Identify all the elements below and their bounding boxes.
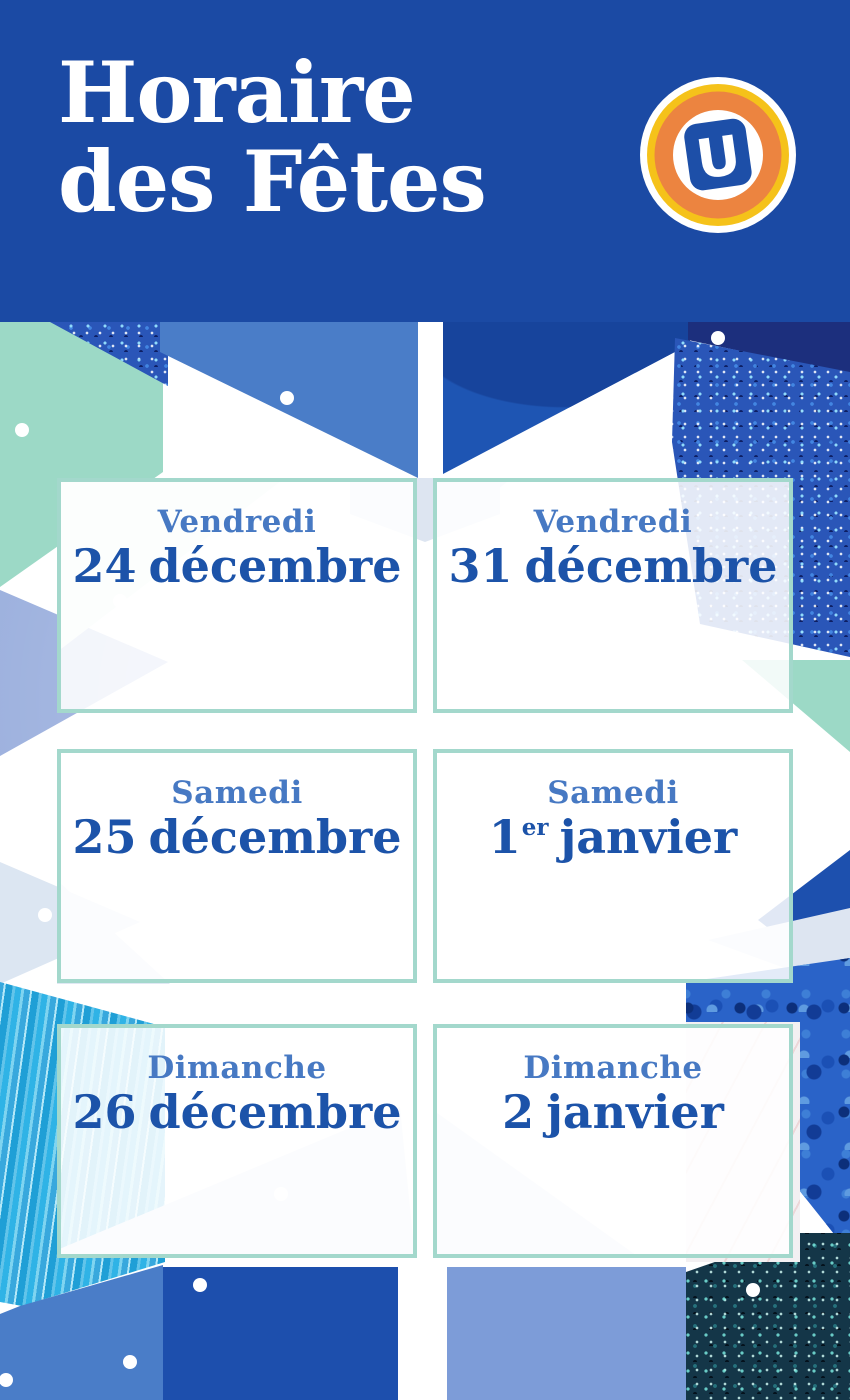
card-date: [61, 539, 413, 593]
card-day-label: Samedi: [547, 775, 679, 811]
schedule-card: [433, 749, 793, 983]
card-date-number: 24: [72, 539, 137, 593]
card-date-month: décembre: [524, 539, 778, 593]
snow-dot: [193, 1278, 207, 1292]
title-line-1: Horaire: [58, 43, 415, 142]
card-date: [61, 1085, 413, 1139]
card-date: [437, 539, 789, 593]
snow-dot: [15, 423, 29, 437]
card-date: [61, 810, 413, 864]
card-date-number: 2: [502, 1085, 535, 1139]
snow-dot: [746, 1283, 760, 1297]
snow-dot: [123, 1355, 137, 1369]
card-date-ordinal: er: [521, 813, 549, 841]
card-date: [437, 1085, 789, 1139]
card-date-number: 31: [448, 539, 513, 593]
snow-dot: [280, 391, 294, 405]
card-day-label: Samedi: [171, 775, 303, 811]
logo-letter: U: [692, 123, 745, 192]
card-day-label: Dimanche: [147, 1050, 327, 1086]
header-banner: [0, 0, 850, 322]
card-day-label: Vendredi: [533, 504, 693, 540]
schedule-card: [433, 1024, 793, 1258]
title-line-2: des Fêtes: [58, 132, 486, 232]
schedule-card: [57, 1024, 417, 1258]
brand-logo: [639, 76, 797, 234]
card-day-label: Vendredi: [157, 504, 317, 540]
schedule-card: [433, 478, 793, 713]
card-date-month: décembre: [148, 539, 402, 593]
page-title: [58, 43, 486, 232]
snow-dot: [38, 908, 52, 922]
card-date-month: janvier: [559, 810, 738, 864]
card-date-number: 26: [72, 1085, 137, 1139]
card-day-label: Dimanche: [523, 1050, 703, 1086]
schedule-card: [57, 478, 417, 713]
snow-dot: [711, 331, 725, 345]
card-date: [437, 810, 789, 864]
logo-u-mark: [683, 117, 754, 193]
card-date-number: 1: [488, 810, 521, 864]
card-date-number: 25: [72, 810, 137, 864]
card-date-month: janvier: [546, 1085, 724, 1139]
card-date-month: décembre: [148, 810, 402, 864]
schedule-card: [57, 749, 417, 983]
card-date-month: décembre: [148, 1085, 402, 1139]
